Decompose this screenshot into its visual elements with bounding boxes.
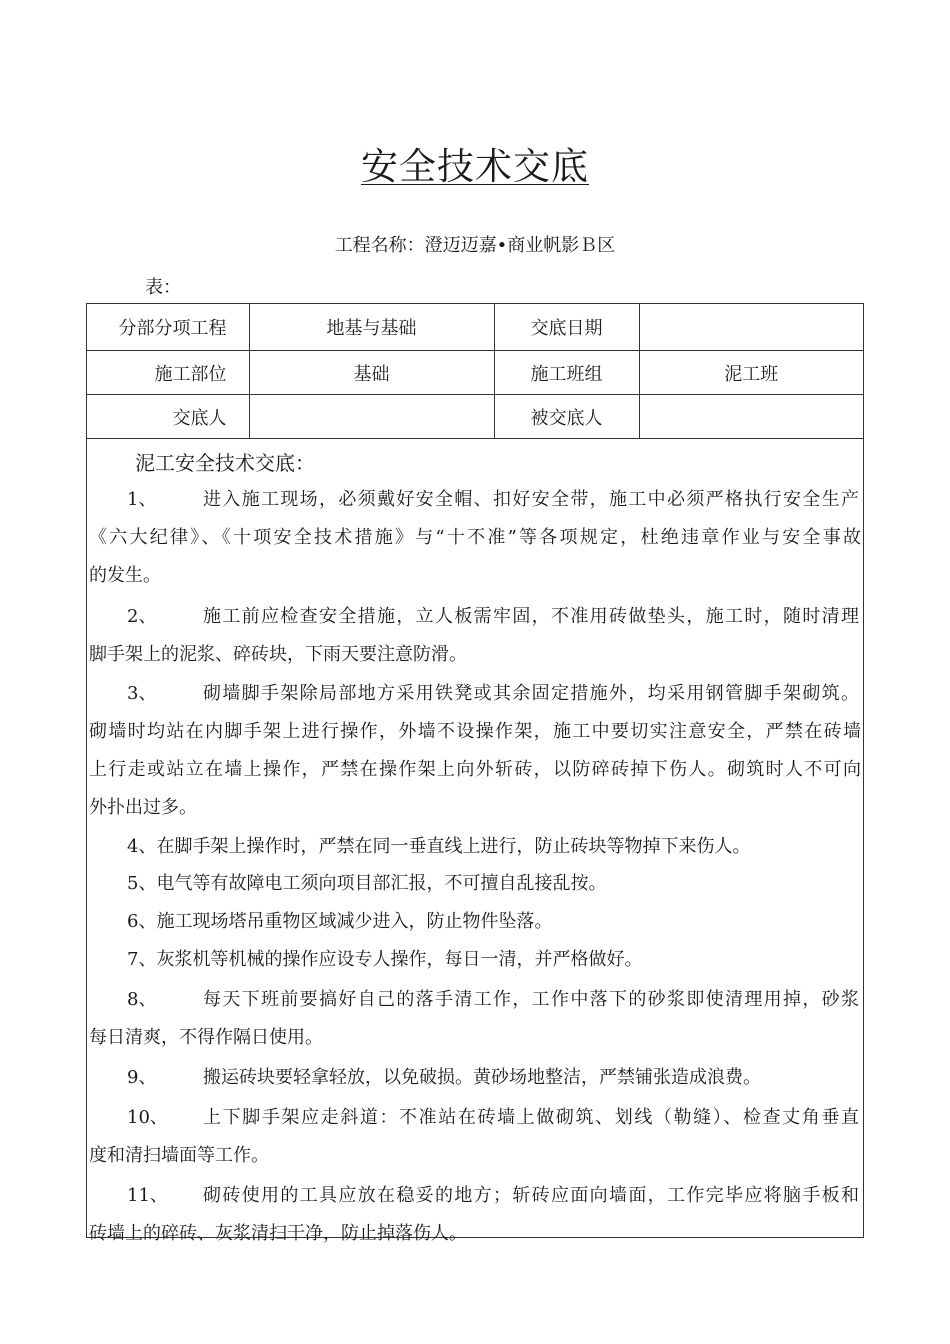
item-number: 3、	[127, 683, 157, 704]
item-line: 砌砖使用的工具应放在稳妥的地方；斩砖应面向墙面，工作完毕应将脑手板和	[203, 1185, 859, 1206]
item-line: 砖墙上的碎砖、灰浆清扫干净，防止掉落伤人。	[89, 1223, 467, 1244]
table-label: 表：	[145, 277, 181, 298]
item-number: 8、	[127, 989, 157, 1010]
item-line: 每天下班前要搞好自己的落手清工作，工作中落下的砂浆即使清理用掉，砂浆	[203, 989, 859, 1010]
item-line: 5、电气等有故障电工须向项目部汇报，不可擅自乱接乱按。	[127, 873, 607, 894]
project-name: 工程名称：澄迈迈嘉•商业帆影Ｂ区	[334, 235, 616, 256]
value-date	[639, 304, 863, 351]
label-discloser: 交底人	[87, 395, 249, 439]
item-line: 6、施工现场塔吊重物区域减少进入，防止物件坠落。	[127, 911, 553, 932]
item-line: 上下脚手架应走斜道：不准站在砖墙上做砌筑、划线（勒缝）、检查丈角垂直	[203, 1107, 859, 1128]
content-heading: 泥工安全技术交底：	[135, 451, 315, 475]
label-team: 施工班组	[494, 351, 639, 395]
item-number: 1、	[127, 489, 157, 510]
value-team: 泥工班	[639, 351, 863, 395]
item-number: 2、	[127, 606, 157, 627]
item-line: 《六大纪律》、《十项安全技术措施》与“十不准”等各项规定，杜绝违章作业与安全事故	[89, 527, 861, 548]
label-subproject: 分部分项工程	[87, 304, 249, 351]
item-line: 搬运砖块要轻拿轻放，以免破损。黄砂场地整洁，严禁铺张造成浪费。	[203, 1067, 761, 1088]
item-line: 外扑出过多。	[89, 797, 197, 818]
label-receiver: 被交底人	[494, 395, 639, 439]
table-row	[87, 395, 863, 439]
table-row	[87, 351, 863, 395]
item-line: 4、在脚手架上操作时，严禁在同一垂直线上进行，防止砖块等物掉下来伤人。	[127, 836, 751, 857]
disclosure-form	[86, 303, 864, 1244]
item-line: 脚手架上的泥浆、碎砖块，下雨天要注意防滑。	[89, 644, 467, 665]
table-row	[87, 304, 863, 351]
label-location: 施工部位	[87, 351, 249, 395]
item-line: 的发生。	[89, 565, 161, 586]
item-line: 上行走或站立在墙上操作，严禁在操作架上向外斩砖，以防碎砖掉下伤人。砌筑时人不可向	[89, 759, 861, 780]
item-line: 砌墙时均站在内脚手架上进行操作，外墙不设操作架，施工中要切实注意安全，严禁在砖墙	[89, 721, 861, 742]
value-location: 基础	[249, 351, 494, 395]
item-line: 进入施工现场，必须戴好安全帽、扣好安全带，施工中必须严格执行安全生产	[203, 489, 859, 510]
item-line: 施工前应检查安全措施，立人板需牢固，不准用砖做垫头，施工时，随时清理	[203, 606, 859, 627]
item-number: 10、	[127, 1107, 168, 1128]
document-title: 安全技术交底	[361, 145, 589, 188]
item-number: 11、	[127, 1185, 168, 1206]
value-receiver	[639, 395, 863, 439]
value-subproject: 地基与基础	[249, 304, 494, 351]
item-line: 每日清爽，不得作隔日使用。	[89, 1027, 323, 1048]
info-table	[87, 304, 863, 439]
item-line: 砌墙脚手架除局部地方采用铁凳或其余固定措施外，均采用钢管脚手架砌筑。	[203, 683, 859, 704]
item-line: 7、灰浆机等机械的操作应设专人操作，每日一清，并严格做好。	[127, 949, 643, 970]
item-line: 度和清扫墙面等工作。	[89, 1145, 269, 1166]
label-date: 交底日期	[494, 304, 639, 351]
value-discloser	[249, 395, 494, 439]
item-number: 9、	[127, 1067, 157, 1088]
